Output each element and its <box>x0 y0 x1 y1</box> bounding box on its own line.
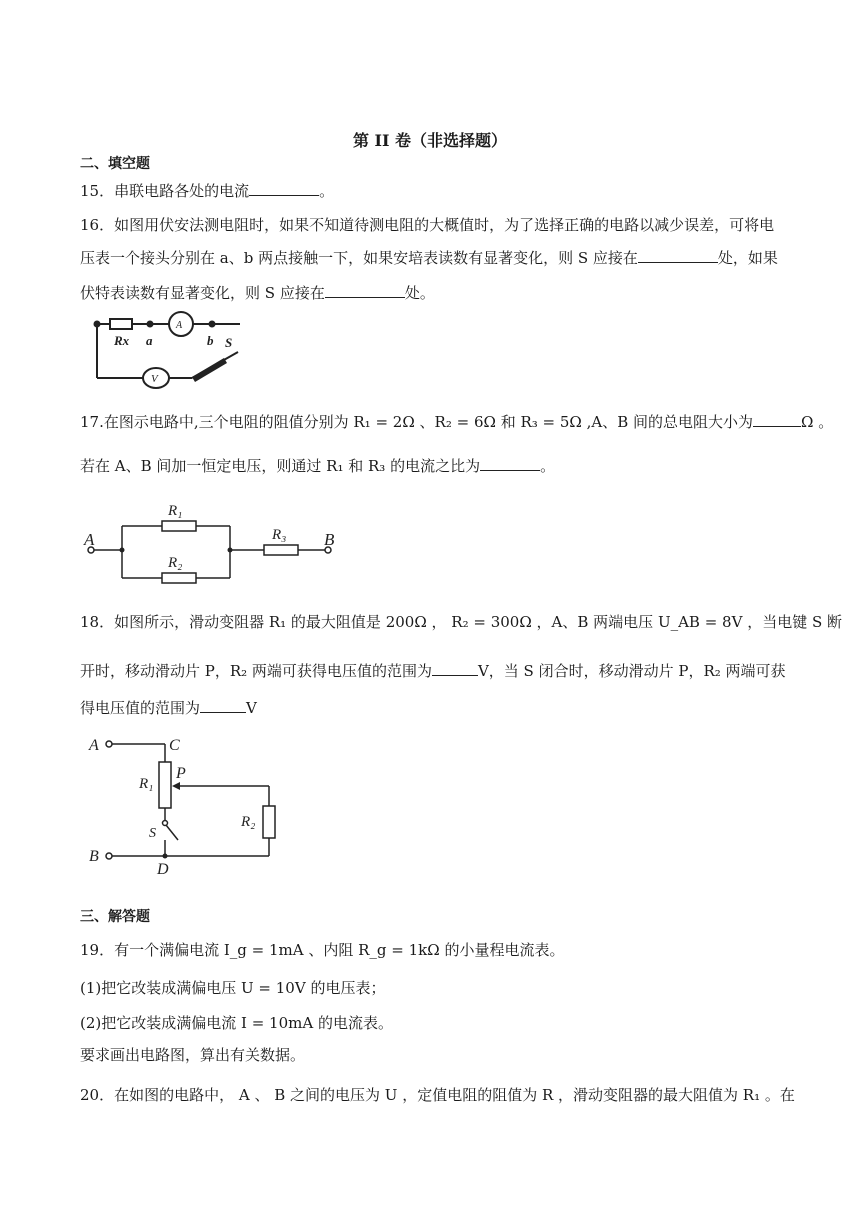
label-d: D <box>157 861 169 878</box>
junction-d-dot <box>163 854 168 859</box>
question-17-text: 17.在图示电路中,三个电阻的阻值分别为 R₁ = 2Ω 、R₂ = 6Ω 和 R₃ = 5Ω ,A、B 间的总电阻大小为 <box>80 413 754 431</box>
label-r1: R₁ <box>168 503 183 519</box>
terminal-a <box>106 741 112 747</box>
junction-dot <box>94 321 101 328</box>
question-15-text: 15．串联电路各处的电流 <box>80 182 250 200</box>
question-16-text: 处，如果 <box>717 249 778 267</box>
answer-blank <box>432 660 478 676</box>
label-a: A <box>84 530 95 549</box>
label-a: a <box>146 333 153 348</box>
question-18-text: 得电压值的范围为 <box>80 699 201 717</box>
question-19-line-3: (2)把它改装成满偏电流 I = 10mA 的电流表。 <box>80 1014 393 1032</box>
question-18-line-2 <box>80 660 786 681</box>
label-v: V <box>151 373 158 385</box>
question-17-line-2 <box>80 455 555 476</box>
answer-blank <box>753 411 801 427</box>
junction-dot <box>120 548 125 553</box>
question-19-line-4: 要求画出电路图，算出有关数据。 <box>80 1046 306 1064</box>
label-b: B <box>324 530 335 549</box>
question-16-text: 压表一个接头分别在 a、b 两点接触一下，如果安培表读数有显著变化，则 S 应接在 <box>80 249 638 267</box>
resistor-r1 <box>162 521 196 531</box>
page-title: 第 II 卷（非选择题） <box>352 131 508 150</box>
terminal-a-dot <box>147 321 154 328</box>
label-r2: R₂ <box>241 814 256 830</box>
question-18-line-1: 18．如图所示，滑动变阻器 R₁ 的最大阻值是 200Ω ， R₂ = 300Ω ，A、B 两端电压 U_AB = 8V ，当电键 S 断 <box>80 613 843 631</box>
answer-blank <box>480 455 540 471</box>
answer-blank <box>325 282 405 298</box>
question-20-line-1: 20．在如图的电路中， A 、 B 之间的电压为 U ，定值电阻的阻值为 R ，滑动变阻器的最大阻值为 R₁ 。在 <box>80 1086 795 1104</box>
label-b: B <box>89 848 99 865</box>
label-p: P <box>176 765 186 782</box>
section-heading-answer: 三、解答题 <box>80 909 150 925</box>
label-c: C <box>169 737 180 754</box>
terminal-b-dot <box>209 321 216 328</box>
question-16-text: 伏特表读数有显著变化，则 S 应接在 <box>80 284 325 302</box>
label-s: S <box>225 335 233 350</box>
circuit-diagram-16 <box>80 305 250 395</box>
junction-dot <box>228 548 233 553</box>
resistor-r2 <box>162 573 196 583</box>
answer-blank <box>200 697 246 713</box>
label-ammeter: A <box>176 320 183 331</box>
label-s: S <box>149 826 156 841</box>
label-a: A <box>89 737 99 754</box>
label-rx: Rx <box>114 333 130 348</box>
question-17-line-1 <box>80 411 833 432</box>
resistor-rx <box>110 319 132 329</box>
resistor-r2 <box>263 806 275 838</box>
terminal-b <box>106 853 112 859</box>
question-18-line-3 <box>80 697 257 718</box>
slider-p-arrow <box>172 782 180 790</box>
question-17-text: 若在 A、B 间加一恒定电压，则通过 R₁ 和 R₃ 的电流之比为 <box>80 457 481 475</box>
answer-blank <box>249 180 319 196</box>
question-17-text: 。 <box>540 457 556 475</box>
question-18-text: V，当 S 闭合时，移动滑动片 P，R₂ 两端可获 <box>477 662 786 680</box>
question-18-text: 开时，移动滑动片 P，R₂ 两端可获得电压值的范围为 <box>80 662 432 680</box>
switch-blade <box>192 358 227 382</box>
question-16-line-3 <box>80 282 435 303</box>
question-19-line-1: 19．有一个满偏电流 I_g = 1mA 、内阻 R_g = 1kΩ 的小量程电流表。 <box>80 941 565 959</box>
label-r3: R₃ <box>272 527 287 543</box>
label-r1: R₁ <box>139 776 154 792</box>
resistor-r3 <box>264 545 298 555</box>
label-b: b <box>207 333 214 348</box>
circuit-diagram-18 <box>85 728 285 878</box>
section-heading-fill-in: 二、填空题 <box>80 156 150 172</box>
question-17-text: Ω 。 <box>801 413 834 431</box>
question-15 <box>80 180 334 201</box>
question-15-tail: 。 <box>319 182 335 200</box>
question-16-text: 处。 <box>404 284 435 302</box>
question-16-line-2 <box>80 247 778 268</box>
question-19-line-2: (1)把它改装成满偏电压 U = 10V 的电压表； <box>80 979 386 997</box>
question-16-line-1: 16．如图用伏安法测电阻时，如果不知道待测电阻的大概值时，为了选择正确的电路以减少误差，可将电 <box>80 216 775 234</box>
answer-blank <box>638 247 718 263</box>
rheostat-r1 <box>159 762 171 808</box>
label-r2: R₂ <box>168 555 183 571</box>
question-18-text: V <box>246 699 257 717</box>
switch-s <box>166 825 178 840</box>
circuit-diagram-17 <box>82 495 342 585</box>
